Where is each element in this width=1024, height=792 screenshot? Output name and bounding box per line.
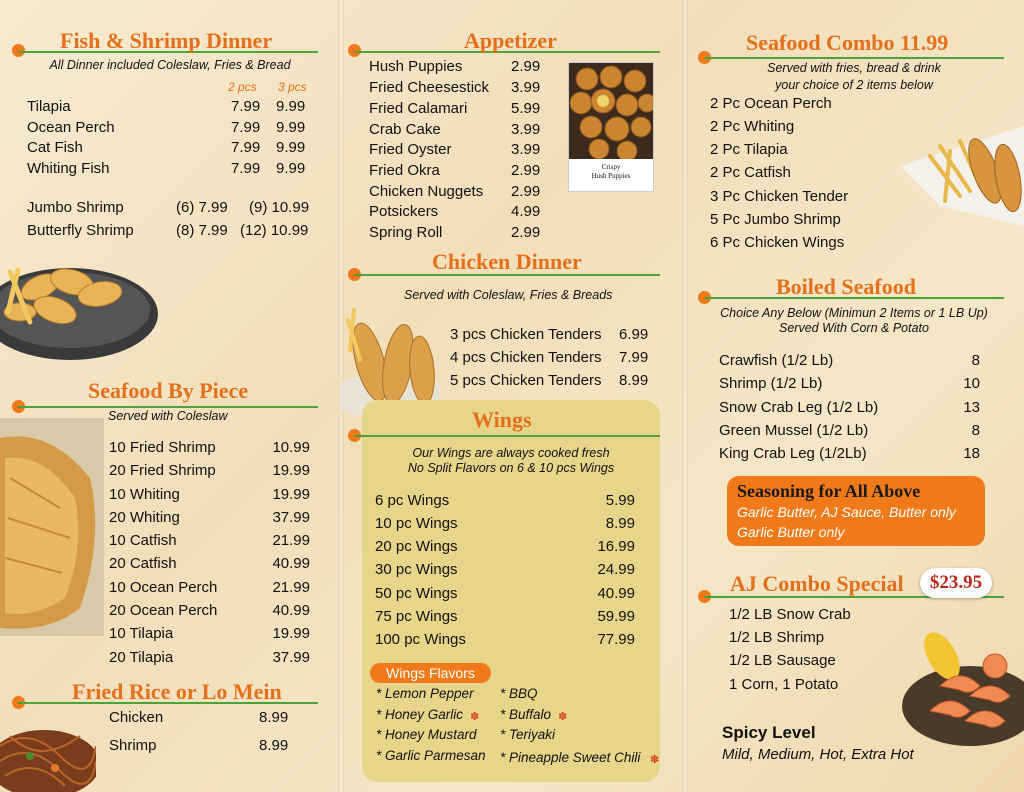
section-title: Boiled Seafood xyxy=(776,274,916,299)
seasoning-line: Garlic Butter, AJ Sauce, Butter only xyxy=(737,504,956,520)
menu-item-name: 10 Catfish xyxy=(109,532,177,549)
section-title: Wings xyxy=(472,407,532,432)
section-title: Seafood Combo 11.99 xyxy=(746,30,949,55)
menu-item-price: 24.99 xyxy=(597,561,635,578)
flavor-item: * Honey Garlic xyxy=(376,707,464,722)
menu-item-name: 4 pcs Chicken Tenders xyxy=(450,349,602,366)
flavor-item: * Lemon Pepper xyxy=(376,686,474,701)
menu-item-price: 37.99 xyxy=(272,649,310,666)
menu-item-name: Cat Fish xyxy=(27,139,83,156)
menu-item-price: 21.99 xyxy=(272,579,310,596)
menu-item-price: 4.99 xyxy=(511,203,541,220)
wings-note: Our Wings are always cooked fresh xyxy=(412,446,610,460)
menu-item-price: 9.99 xyxy=(276,98,306,115)
menu-item-name: 20 Ocean Perch xyxy=(109,602,218,619)
menu-item-price: 8.99 xyxy=(259,737,289,754)
menu-item-name: Fried Okra xyxy=(369,162,440,179)
menu-item-price: 8 xyxy=(971,422,980,439)
menu-item-name: 20 Fried Shrimp xyxy=(109,462,216,479)
combo-item: 1/2 LB Shrimp xyxy=(729,629,825,646)
combo-item: 1/2 LB Snow Crab xyxy=(729,606,851,623)
menu-item-name: Jumbo Shrimp xyxy=(27,199,124,216)
menu-item-name: Fried Cheesestick xyxy=(369,79,490,96)
lo-mein-photo xyxy=(0,706,96,792)
menu-item-price: 2.99 xyxy=(511,224,541,241)
flavors-label: Wings Flavors xyxy=(386,665,475,681)
menu-item-price: 2.99 xyxy=(511,162,541,179)
menu-item-price: 18 xyxy=(963,445,980,462)
combo-item: 5 Pc Jumbo Shrimp xyxy=(710,211,841,228)
menu-item-price: 3.99 xyxy=(511,79,541,96)
menu-item-name: Shrimp (1/2 Lb) xyxy=(719,375,823,392)
menu-item-name: Whiting Fish xyxy=(27,160,110,177)
chili-icon: ✽ xyxy=(470,711,480,723)
menu-item-name: 10 Ocean Perch xyxy=(109,579,218,596)
combo-item: 1/2 LB Sausage xyxy=(729,652,836,669)
combo-item: 6 Pc Chicken Wings xyxy=(710,234,845,251)
menu-item-price: (9) 10.99 xyxy=(249,199,310,216)
fish-fries-photo xyxy=(900,116,1024,226)
section-rule xyxy=(18,406,318,408)
menu-item-price: 10 xyxy=(963,375,980,392)
combo-item: 1 Corn, 1 Potato xyxy=(729,676,839,693)
spicy-title: Spicy Level xyxy=(722,723,816,742)
menu-item-name: Crab Cake xyxy=(369,121,441,138)
menu-item-price: 3.99 xyxy=(511,121,541,138)
menu-item-price: 13 xyxy=(963,399,980,416)
menu-item-price: 9.99 xyxy=(276,160,306,177)
section-subtitle: Served with fries, bread & drink xyxy=(767,61,941,75)
menu-item-price: 2.99 xyxy=(511,58,541,75)
menu-item-name: 20 Tilapia xyxy=(109,649,174,666)
section-rule xyxy=(354,435,660,437)
menu-item-name: King Crab Leg (1/2Lb) xyxy=(719,445,867,462)
col-header-3pcs: 3 pcs xyxy=(278,80,307,94)
section-subtitle: Served With Corn & Potato xyxy=(779,321,929,335)
flavor-item: * Buffalo xyxy=(500,707,552,722)
menu-item-name: 30 pc Wings xyxy=(375,561,458,578)
section-subtitle: All Dinner included Coleslaw, Fries & Bread xyxy=(49,58,291,72)
menu-item-name: Crawfish (1/2 Lb) xyxy=(719,352,834,369)
menu-item-price: 19.99 xyxy=(272,625,310,642)
menu-item-price: 40.99 xyxy=(272,555,310,572)
menu-item-price: 40.99 xyxy=(597,585,635,602)
section-subtitle: Served with Coleslaw, Fries & Breads xyxy=(404,288,613,302)
menu-item-name: 100 pc Wings xyxy=(375,631,466,648)
section-title: Chicken Dinner xyxy=(432,249,582,274)
chili-icon: ✽ xyxy=(558,711,568,723)
flavor-item: * Honey Mustard xyxy=(376,727,477,742)
fried-shrimp-photo xyxy=(0,242,160,364)
section-subtitle: Choice Any Below (Minimun 2 Items or 1 LB Up) xyxy=(720,306,988,320)
boiled-seafood-photo xyxy=(900,616,1024,752)
menu-item-name: Chicken Nuggets xyxy=(369,183,484,200)
menu-item-name: 20 Catfish xyxy=(109,555,177,572)
menu-item-price: 77.99 xyxy=(597,631,635,648)
section-title: Fish & Shrimp Dinner xyxy=(60,28,273,53)
seasoning-title: Seasoning for All Above xyxy=(737,481,921,501)
flavor-item: * Teriyaki xyxy=(500,727,556,742)
flavor-item: * Pineapple Sweet Chili xyxy=(500,750,641,765)
menu-item-price: 8 xyxy=(971,352,980,369)
menu-item-name: 10 pc Wings xyxy=(375,515,458,532)
hush-puppies-photo xyxy=(568,62,654,192)
menu-item-price: 2.99 xyxy=(511,183,541,200)
section-subtitle: Served with Coleslaw xyxy=(108,409,228,423)
menu-item-price: 7.99 xyxy=(619,349,649,366)
seasoning-line: Garlic Butter only xyxy=(737,524,845,540)
flavor-item: * BBQ xyxy=(500,686,538,701)
menu-item-price: (6) 7.99 xyxy=(176,199,228,216)
col-header-2pcs: 2 pcs xyxy=(228,80,257,94)
menu-item-name: Tilapia xyxy=(27,98,71,115)
menu-item-price: 8.99 xyxy=(259,709,289,726)
menu-item-name: 6 pc Wings xyxy=(375,492,450,509)
menu-item-price: 7.99 xyxy=(231,119,261,136)
menu-item-price: (8) 7.99 xyxy=(176,222,228,239)
menu-item-name: 10 Tilapia xyxy=(109,625,174,642)
section-title: Appetizer xyxy=(464,28,557,53)
menu-item-name: 50 pc Wings xyxy=(375,585,458,602)
menu-item-price: 9.99 xyxy=(276,139,306,156)
menu-item-name: Ocean Perch xyxy=(27,119,115,136)
menu-item-price: 7.99 xyxy=(231,98,261,115)
section-subtitle: your choice of 2 items below xyxy=(775,78,933,92)
menu-item-name: 20 Whiting xyxy=(109,509,180,526)
menu-item-name: 10 Whiting xyxy=(109,486,180,503)
menu-item-price: 40.99 xyxy=(272,602,310,619)
menu-item-price: 8.99 xyxy=(605,515,635,532)
menu-item-price: 6.99 xyxy=(619,326,649,343)
menu-item-name: Snow Crab Leg (1/2 Lb) xyxy=(719,399,879,416)
menu-item-price: 37.99 xyxy=(272,509,310,526)
combo-item: 2 Pc Whiting xyxy=(710,118,795,135)
menu-item-price: 3.99 xyxy=(511,141,541,158)
menu-item-name: 75 pc Wings xyxy=(375,608,458,625)
menu-item-price: 5.99 xyxy=(511,100,541,117)
section-title: AJ Combo Special xyxy=(730,571,904,596)
fried-fish-photo xyxy=(0,418,104,636)
menu-item-name: Shrimp xyxy=(109,737,157,754)
menu-item-price: 19.99 xyxy=(272,462,310,479)
menu-item-name: Chicken xyxy=(109,709,164,726)
menu-item-name: 3 pcs Chicken Tenders xyxy=(450,326,602,343)
menu-item-price: 10.99 xyxy=(272,439,310,456)
menu-item-price: 7.99 xyxy=(231,139,261,156)
photo-caption: Crispy xyxy=(601,163,621,171)
menu-item-name: 5 pcs Chicken Tenders xyxy=(450,372,602,389)
section-title: Seafood By Piece xyxy=(88,378,249,403)
menu-item-price: 21.99 xyxy=(272,532,310,549)
menu-item-name: Hush Puppies xyxy=(369,58,463,75)
menu-item-name: Fried Oyster xyxy=(369,141,452,158)
fold-line xyxy=(682,0,688,792)
combo-item: 3 Pc Chicken Tender xyxy=(710,188,849,205)
menu-item-name: Green Mussel (1/2 Lb) xyxy=(719,422,869,439)
photo-caption: Hush Puppies xyxy=(591,172,631,180)
menu-item-name: Spring Roll xyxy=(369,224,443,241)
combo-item: 2 Pc Catfish xyxy=(710,164,791,181)
menu-item-name: Potsickers xyxy=(369,203,439,220)
menu-item-name: Butterfly Shrimp xyxy=(27,222,134,239)
menu-item-price: (12) 10.99 xyxy=(240,222,309,239)
section-rule xyxy=(704,57,1004,59)
menu-item-name: 10 Fried Shrimp xyxy=(109,439,216,456)
menu-item-name: 20 pc Wings xyxy=(375,538,458,555)
combo-item: 2 Pc Tilapia xyxy=(710,141,788,158)
menu-item-price: 19.99 xyxy=(272,486,310,503)
chili-icon: ✽ xyxy=(650,754,660,766)
menu-item-price: 8.99 xyxy=(619,372,649,389)
menu-item-name: Fried Calamari xyxy=(369,100,468,117)
menu-item-price: 5.99 xyxy=(605,492,635,509)
combo-item: 2 Pc Ocean Perch xyxy=(710,95,832,112)
spicy-levels: Mild, Medium, Hot, Extra Hot xyxy=(722,746,914,763)
menu-item-price: 7.99 xyxy=(231,160,261,177)
flavor-item: * Garlic Parmesan xyxy=(376,748,486,763)
wings-note: No Split Flavors on 6 & 10 pcs Wings xyxy=(407,461,615,475)
menu-item-price: 16.99 xyxy=(597,538,635,555)
section-title: Fried Rice or Lo Mein xyxy=(72,679,282,704)
menu-item-price: 59.99 xyxy=(597,608,635,625)
menu-item-price: 9.99 xyxy=(276,119,306,136)
combo-price: $23.95 xyxy=(929,572,983,593)
